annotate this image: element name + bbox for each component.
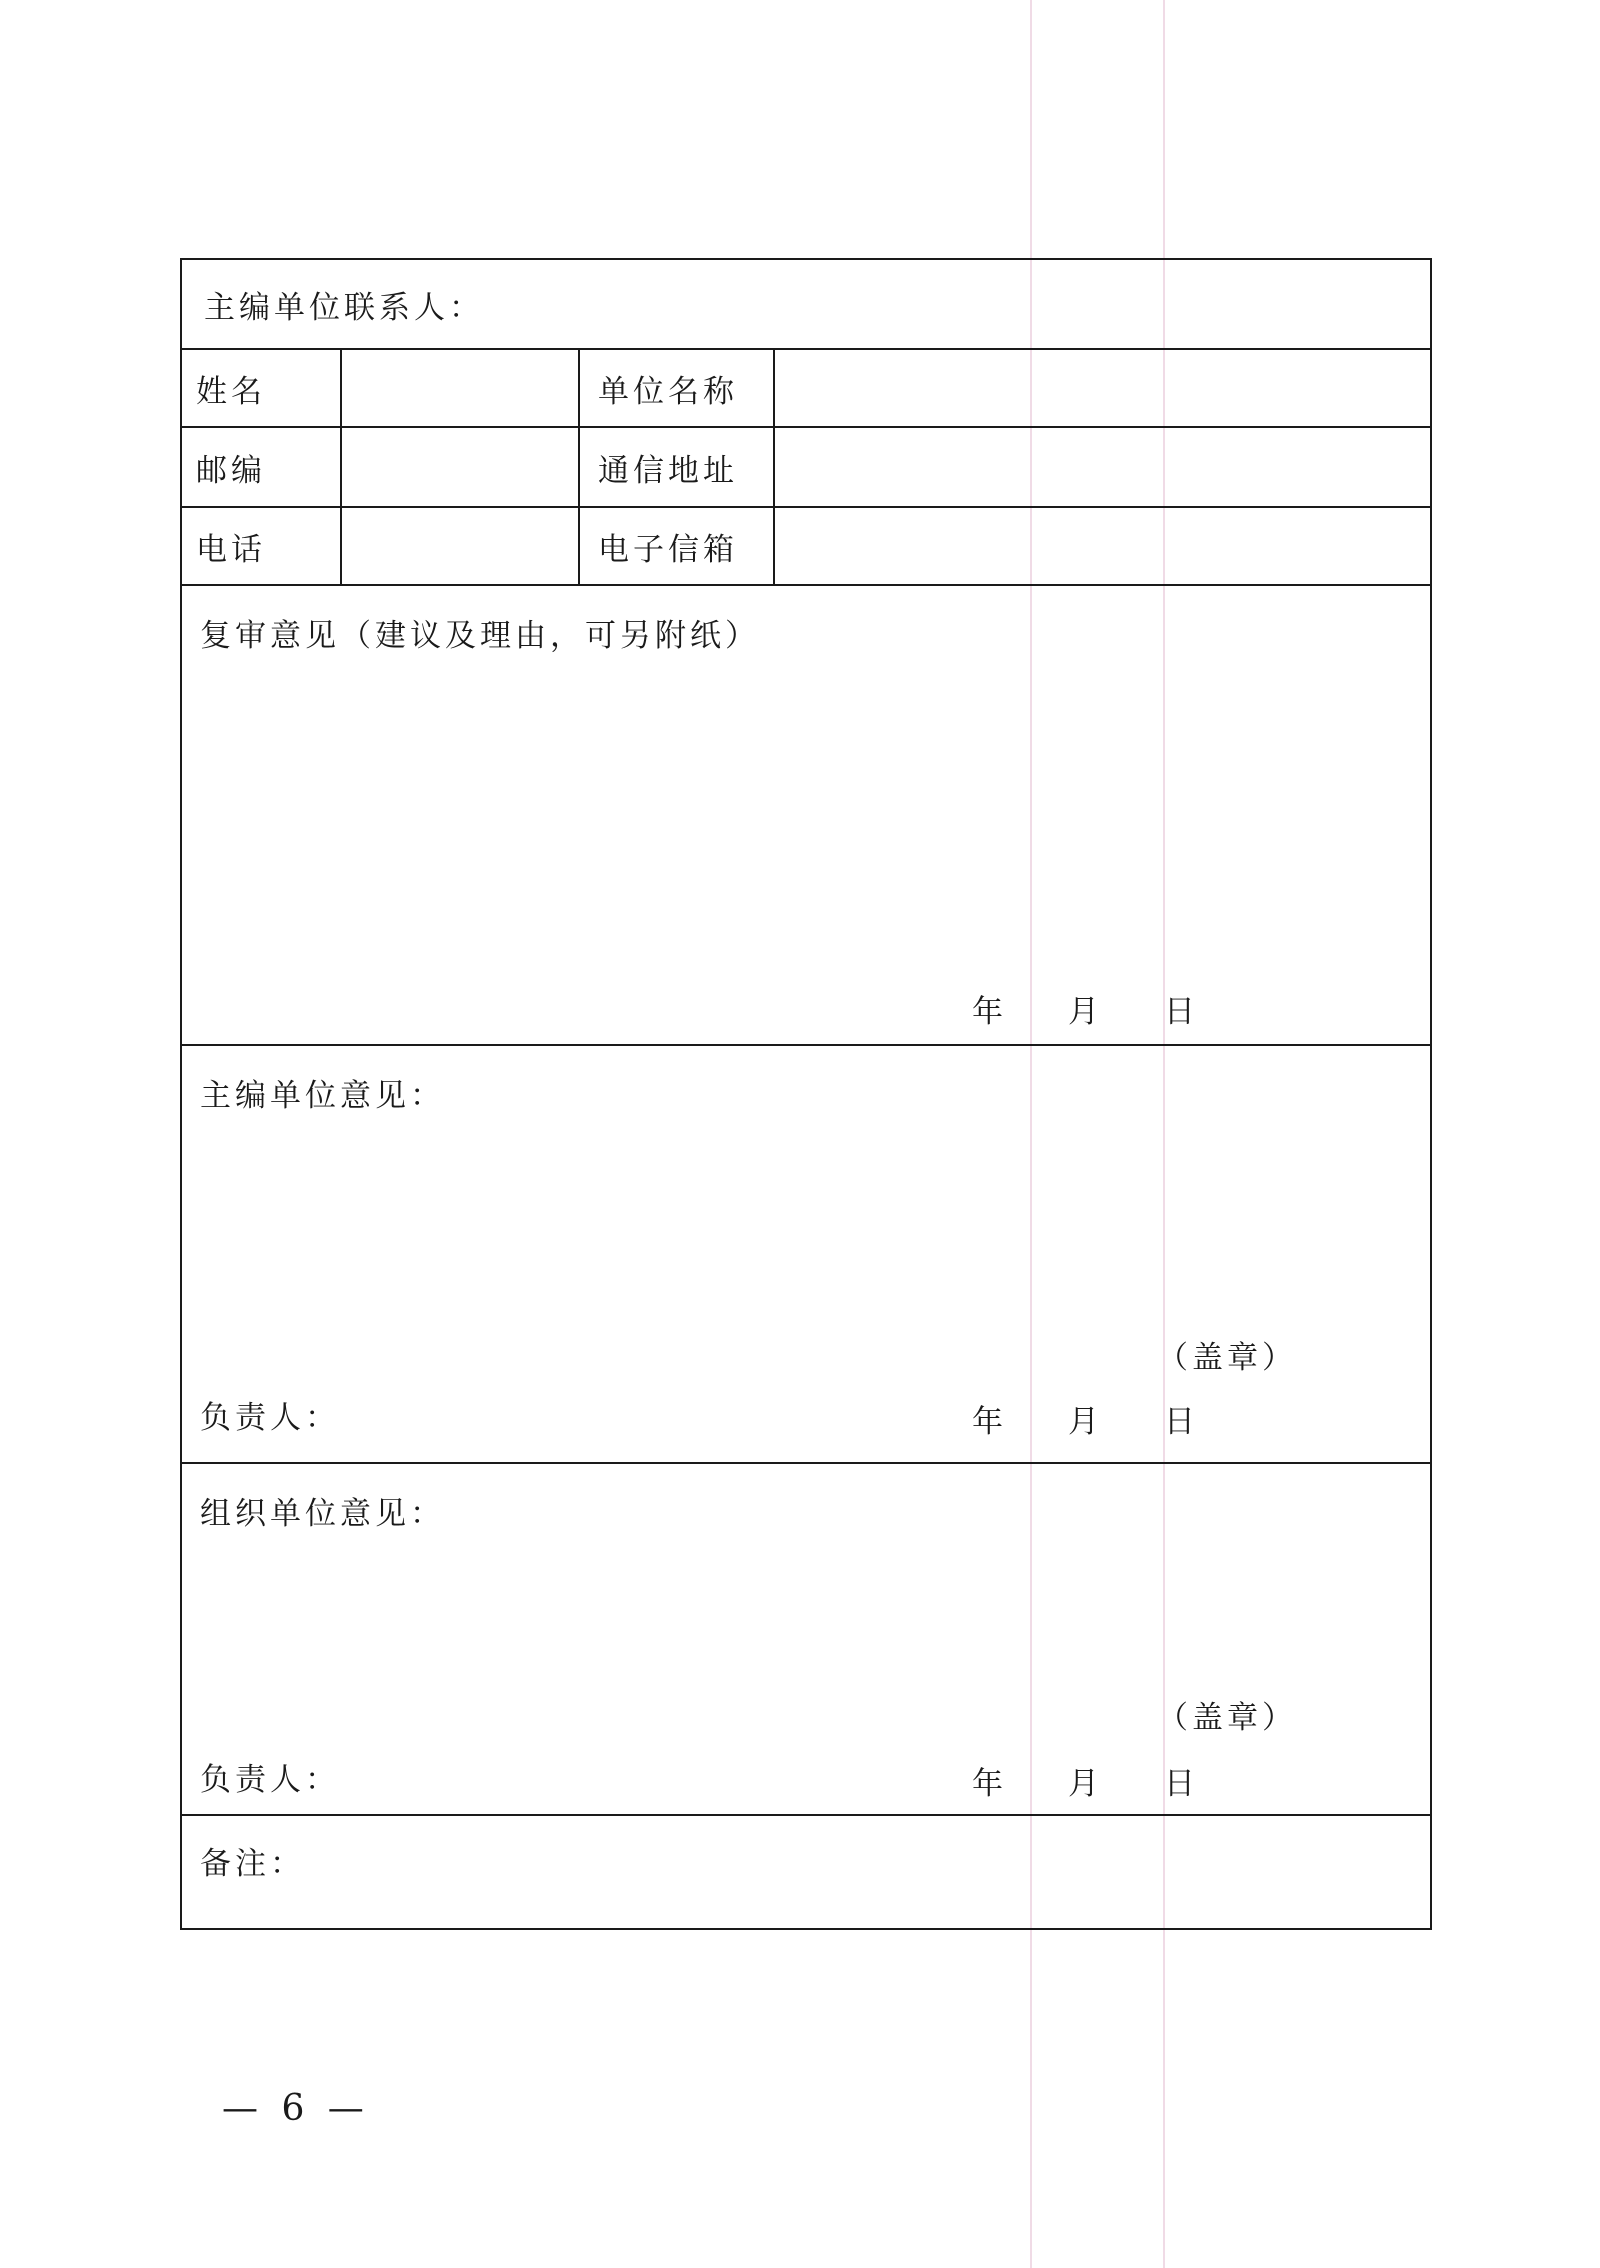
review-date [972,986,1260,1031]
review-form-table [180,258,1432,1930]
address-label: 通信地址 [579,427,774,507]
editor-date [972,1396,1260,1441]
editor-opinion-title: 主编单位意见： [200,1078,445,1114]
email-label: 电子信箱 [579,507,774,585]
editor-opinion-cell[interactable] [181,1045,1431,1463]
postcode-label: 邮编 [181,427,341,507]
organizer-seal-label: （盖章） [1157,1700,1297,1736]
review-form [180,258,1430,1928]
editor-signer-label: 负责人： [200,1400,340,1436]
editor-seal-label: （盖章） [1157,1340,1297,1376]
email-field[interactable] [774,507,1431,585]
organizer-opinion-cell[interactable] [181,1463,1431,1815]
contact-title: 主编单位联系人： [204,289,484,326]
remarks-cell[interactable] [181,1815,1431,1929]
organizer-date [972,1758,1260,1803]
phone-field[interactable] [341,507,579,585]
day-label: 日 [1164,1766,1199,1802]
org-name-label: 单位名称 [579,349,774,427]
month-label: 月 [1068,1766,1103,1802]
remarks-label: 备注： [200,1846,305,1882]
year-label: 年 [972,994,1007,1030]
day-label: 日 [1164,994,1199,1030]
organizer-opinion-title: 组织单位意见： [200,1496,445,1532]
organizer-signer-label: 负责人： [200,1762,340,1798]
org-name-field[interactable] [774,349,1431,427]
postcode-field[interactable] [341,427,579,507]
month-label: 月 [1068,1404,1103,1440]
day-label: 日 [1164,1404,1199,1440]
review-opinion-cell[interactable] [181,585,1431,1045]
page-number: — 6 — [222,2088,370,2129]
year-label: 年 [972,1404,1007,1440]
year-label: 年 [972,1766,1007,1802]
month-label: 月 [1068,994,1103,1030]
phone-label: 电话 [181,507,341,585]
name-field[interactable] [341,349,579,427]
address-field[interactable] [774,427,1431,507]
contact-title-cell [181,259,1431,349]
name-label: 姓名 [181,349,341,427]
review-opinion-title: 复审意见（建议及理由，可另附纸） [200,618,760,654]
